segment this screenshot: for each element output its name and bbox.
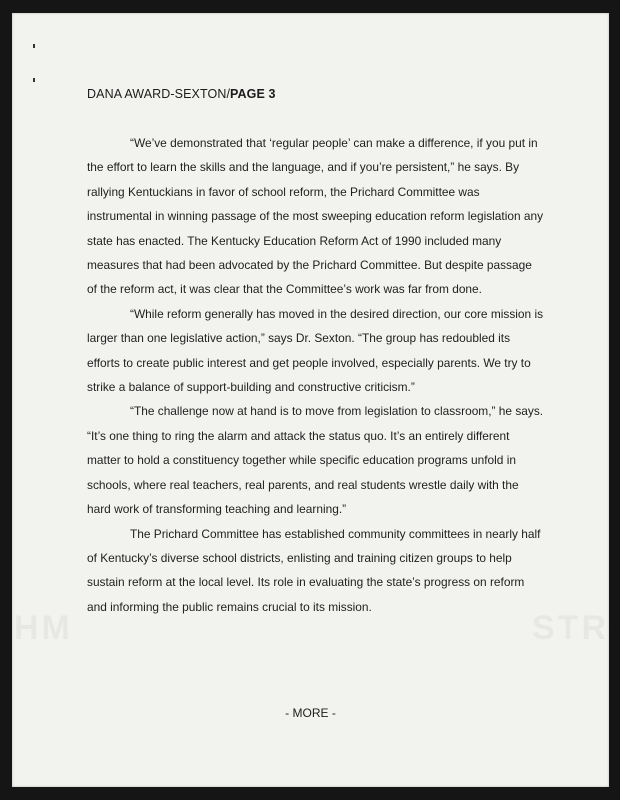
text-line: matter to hold a constituency together while specific education programs unfold in [87, 453, 516, 468]
continuation-marker: - MORE - [285, 706, 336, 720]
watermark-ghost [14, 609, 73, 648]
paragraph-2 [87, 302, 567, 400]
text-line: schools, where real teachers, real parents, and real students wrestle daily with the [87, 477, 519, 492]
text-line: rallying Kentuckians in favor of school reform, the Prichard Committee was [87, 184, 480, 199]
text-line: “It’s one thing to ring the alarm and attack the status quo. It’s an entirely different [87, 428, 510, 443]
text-line: “The challenge now at hand is to move from legislation to classroom,” he says. [130, 404, 544, 419]
text-line: of Kentucky’s diverse school districts, enlisting and training citizen groups to help [87, 550, 512, 565]
text-line: instrumental in winning passage of the most sweeping education reform legislation any [87, 209, 544, 224]
text-line: state has enacted. The Kentucky Education Reform Act of 1990 included many [87, 233, 502, 248]
paragraph-1 [87, 131, 567, 302]
text-line: measures that had been advocated by the Prichard Committee. But despite passage [87, 258, 532, 273]
text-line: The Prichard Committee has established community committees in nearly half [130, 526, 541, 541]
text-line: of the reform act, it was clear that the Committee’s work was far from done. [87, 282, 482, 297]
text-line: “While reform generally has moved in the desired direction, our core mission is [130, 306, 544, 321]
text-line: efforts to create public interest and get people involved, especially parents. We try to [87, 355, 531, 370]
document-page [12, 13, 609, 787]
text-line: strike a balance of support-building and constructive criticism.” [87, 380, 415, 395]
header-title: DANA AWARD-SEXTON/ [87, 87, 231, 101]
document-body [87, 131, 567, 619]
paragraph-4 [87, 522, 567, 620]
punch-mark [33, 44, 35, 48]
text-line: sustain reform at the local level. Its role in evaluating the state’s progress on reform [87, 575, 525, 590]
paragraph-3 [87, 399, 567, 521]
page-header [87, 87, 276, 101]
text-line: larger than one legislative action,” says Dr. Sexton. “The group has redoubled its [87, 331, 511, 346]
header-page-number: PAGE 3 [230, 87, 276, 101]
text-line: “We’ve demonstrated that ‘regular people’ can make a difference, if you put in [130, 136, 538, 150]
text-line: hard work of transforming teaching and learning.” [87, 502, 347, 517]
text-line: the effort to learn the skills and the language, and if you’re persistent,” he says. By [87, 160, 520, 175]
punch-mark [33, 78, 35, 82]
text-line: and informing the public remains crucial to its mission. [87, 599, 372, 614]
